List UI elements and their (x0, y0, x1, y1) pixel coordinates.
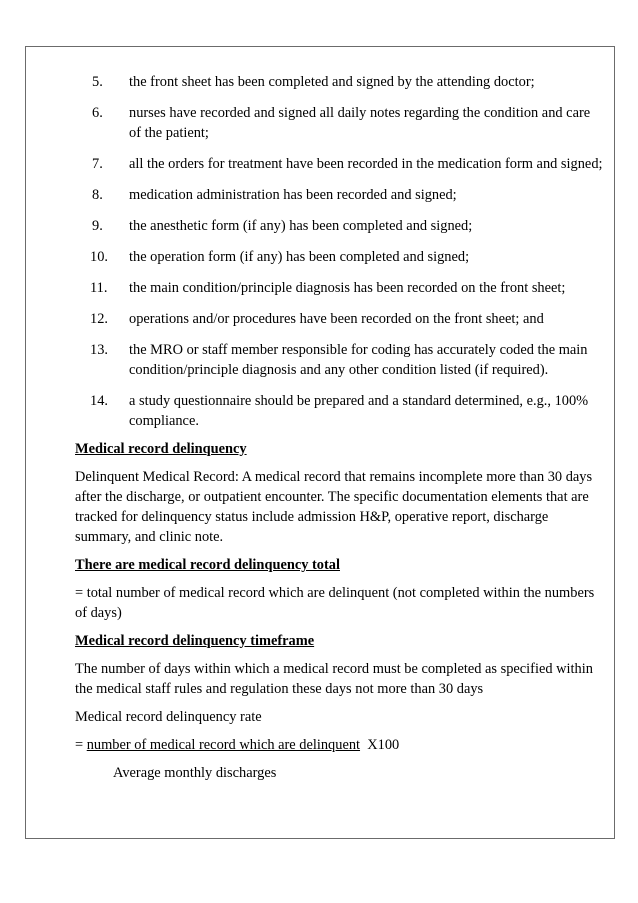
delinquency-rate-label: Medical record delinquency rate (75, 709, 262, 725)
list-item-number: 5. (92, 74, 103, 90)
list-item (75, 247, 605, 267)
numbered-list (75, 72, 605, 431)
delinquency-timeframe-heading: Medical record delinquency timeframe (75, 633, 315, 649)
list-item (75, 216, 605, 236)
list-item-number: 12. (90, 311, 108, 327)
list-item (75, 154, 605, 174)
list-item-text: nurses have recorded and signed all daily notes regarding the condition and care of the patient; (129, 105, 591, 141)
list-item (75, 278, 605, 298)
formula-denominator: Average monthly discharges (113, 765, 277, 781)
delinquency-total-definition: = total number of medical record which are delinquent (not completed within the numbers of days) (75, 585, 595, 621)
delinquency-total-heading: There are medical record delinquency total (75, 557, 340, 573)
list-item-number: 8. (92, 187, 103, 203)
list-item-text: a study questionnaire should be prepared and a standard determined, e.g., 100% compliance. (129, 393, 589, 429)
list-item-number: 7. (92, 156, 103, 172)
list-item (75, 72, 605, 92)
list-item-number: 14. (90, 393, 108, 409)
list-item-number: 13. (90, 342, 108, 358)
list-item (75, 103, 605, 143)
list-item (75, 309, 605, 329)
list-item-number: 6. (92, 105, 103, 121)
formula-multiplier: X100 (367, 737, 400, 753)
list-item-number: 9. (92, 218, 103, 234)
list-item-text: the anesthetic form (if any) has been completed and signed; (129, 218, 473, 234)
list-item-text: the main condition/principle diagnosis has been recorded on the front sheet; (129, 280, 566, 296)
delinquency-timeframe-definition: The number of days within which a medical record must be completed as specified within the medical staff rules and regulation these days not more than 30 days (75, 661, 593, 697)
list-item-text: operations and/or procedures have been recorded on the front sheet; and (129, 311, 544, 327)
formula-numerator: number of medical record which are delinquent (86, 737, 361, 753)
list-item-text: all the orders for treatment have been recorded in the medication form and signed; (129, 156, 603, 172)
delinquency-heading: Medical record delinquency (75, 441, 247, 457)
list-item-text: the front sheet has been completed and signed by the attending doctor; (129, 74, 535, 90)
list-item (75, 391, 605, 431)
list-item (75, 185, 605, 205)
list-item-number: 10. (90, 249, 108, 265)
delinquency-definition: Delinquent Medical Record: A medical record that remains incomplete more than 30 days after the discharge, or outpatient encounter. The specific documentation elements that are tracked for delinquency status include admission H&P, operative report, discharge summary, and clinic note. (75, 469, 593, 545)
list-item-text: the operation form (if any) has been completed and signed; (129, 249, 470, 265)
document-content (75, 72, 605, 791)
list-item-text: medication administration has been recorded and signed; (129, 187, 457, 203)
list-item-number: 11. (90, 280, 108, 296)
list-item (75, 340, 605, 380)
delinquency-rate-formula (75, 735, 605, 755)
list-item-text: the MRO or staff member responsible for coding has accurately coded the main condition/principle diagnosis and any other condition listed (if required). (129, 342, 588, 378)
formula-prefix: = (75, 737, 87, 753)
